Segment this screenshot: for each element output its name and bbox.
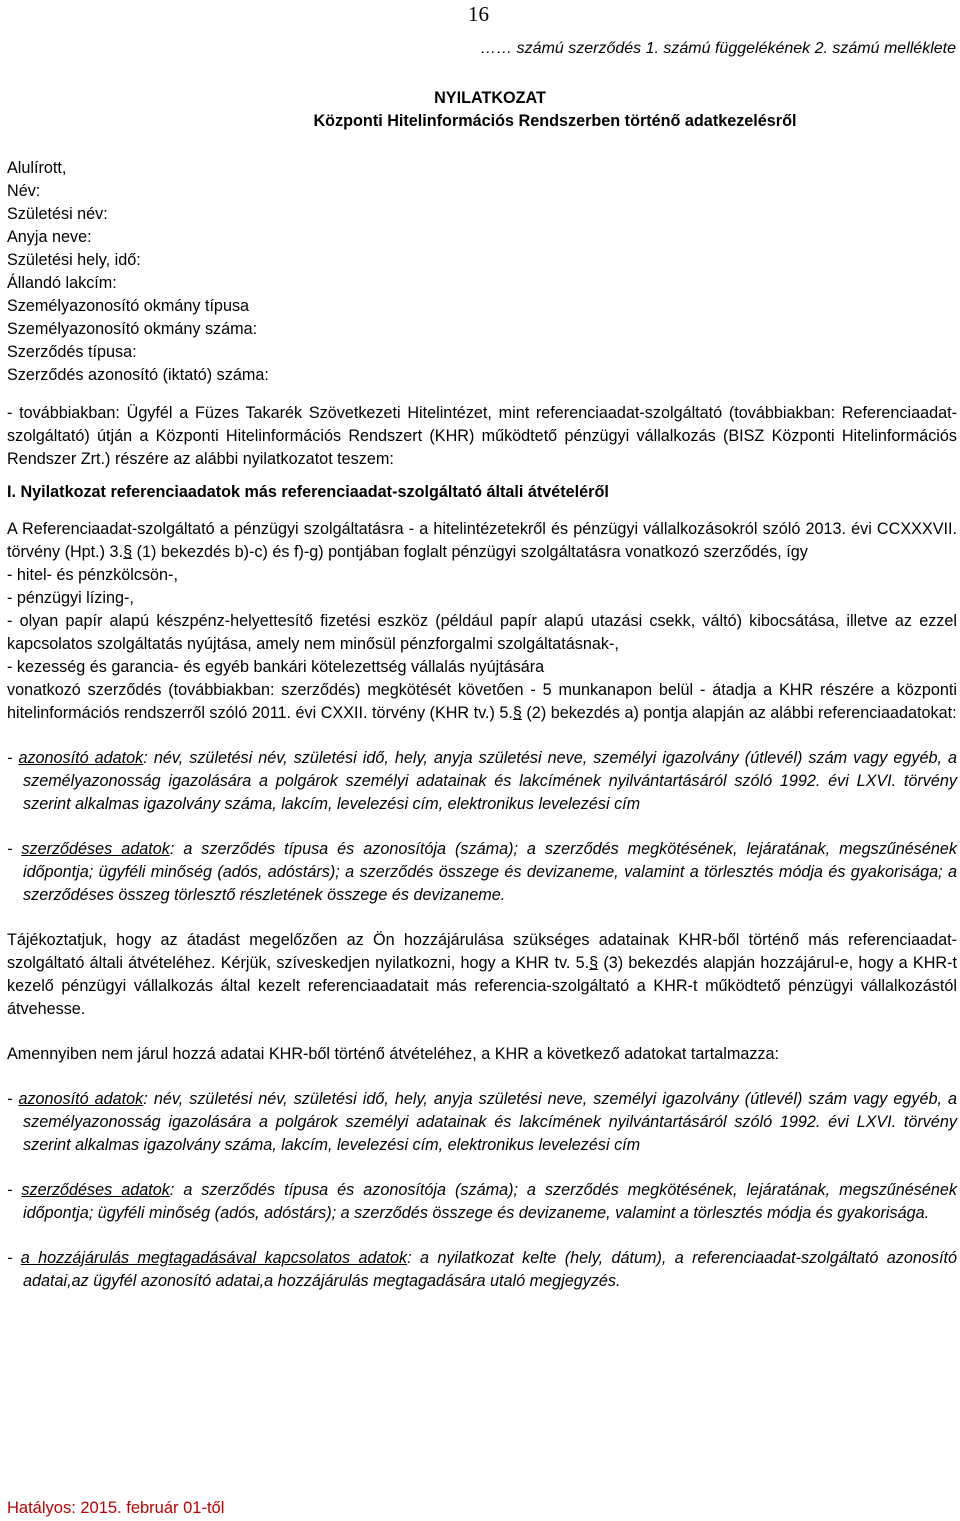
document-title bbox=[0, 87, 960, 133]
field-mother-name: Anyja neve: bbox=[7, 228, 92, 246]
field-name: Név: bbox=[7, 182, 41, 200]
title-line-2: Központi Hitelinformációs Rendszerben történő adatkezelésről bbox=[313, 112, 797, 130]
list-item: - hitel- és pénzkölcsön-, bbox=[7, 566, 178, 584]
refusal-paragraph: Amennyiben nem járul hozzá adatai KHR-ből történő átvételéhez, a KHR a következő adatokat tartalmazza: bbox=[7, 1045, 780, 1063]
field-undersigned: Alulírott, bbox=[7, 159, 67, 177]
annex-reference: …… számú szerződés 1. számú függelékének 2. számú melléklete bbox=[480, 40, 956, 57]
section-heading: I. Nyilatkozat referenciaadatok más referenciaadat-szolgáltató általi átvételéről bbox=[7, 483, 609, 501]
refusal-identification-item: - azonosító adatok: név, születési név, születési idő, hely, anyja születési neve, személyi igazolvány (útlevél) szám vagy egyéb, a személyazonosság igazolására a polgárok személyi adatainak és lakcímének nyilvántartásáról szóló 1992. évi LXVI. törvény szerint alkalmas igazolvány száma, lakcím, levelezési cím, elektronikus levelezési cím bbox=[7, 1090, 958, 1154]
refusal-consent-item: - a hozzájárulás megtagadásával kapcsolatos adatok: a nyilatkozat kelte (hely, dátum), a referenciaadat-szolgáltató azonosító adatai,az ügyfél azonosító adatai,a hozzájárulás megtagadására utaló megjegyzés. bbox=[7, 1249, 957, 1290]
refusal-contract-item: - szerződéses adatok: a szerződés típusa és azonosítója (száma); a szerződés megkötésének, lejáratának, megszűnésének időpontja; ügyféli minőség (adós, adóstárs); a szerződés összege és devizaneme, valamint a törlesztés módja és gyakorisága. bbox=[7, 1181, 957, 1222]
field-id-type: Személyazonosító okmány típusa bbox=[7, 297, 250, 315]
field-contract-type: Szerződés típusa: bbox=[7, 343, 137, 361]
provider-paragraph: A Referenciaadat-szolgáltató a pénzügyi szolgáltatásra - a hitelintézetekről és pénzügyi vállalkozásokról szóló 2013. évi CCXXXVII. törvény (Hpt.) 3.§ (1) bekezdés b)-c) és f)-g) pontjában foglalt pénzügyi szolgáltatásra vonatkozó szerződés, így bbox=[7, 520, 957, 561]
effective-date: Hatályos: 2015. február 01-től bbox=[7, 1499, 225, 1517]
list-item: - kezesség és garancia- és egyéb bankári kötelezettség vállalás nyújtására bbox=[7, 658, 545, 676]
page-number: 16 bbox=[468, 2, 489, 26]
list-item: - olyan papír alapú készpénz-helyettesítő fizetési eszköz (például papír alapú utazási csekk, váltó) kibocsátása, illetve az ezzel kapcsolatos szolgáltatás nyújtása, amely nem minősül pénzforgalmi szolgáltatásnak-, bbox=[7, 612, 957, 653]
identification-data-item: - azonosító adatok: név, születési név, születési idő, hely, anyja születési neve, személyi igazolvány (útlevél) szám vagy egyéb, a személyazonosság igazolására a polgárok személyi adatainak és lakcímének nyilvántartásáról szóló 1992. évi LXVI. törvény szerint alkalmas igazolvány száma, lakcím, levelezési cím, elektronikus levelezési cím bbox=[7, 749, 958, 813]
field-contract-id: Szerződés azonosító (iktató) száma: bbox=[7, 366, 269, 384]
intro-paragraph: - továbbiakban: Ügyfél a Füzes Takarék Szövetkezeti Hitelintézet, mint referenciaadat-szolgáltató (továbbiakban: Referenciaadat-szolgáltató) útján a Központi Hitelinformációs Rendszert (KHR) működtető pénzügyi vállalkozás (BISZ Központi Hitelinformációs Rendszer Zrt.) részére az alábbi nyilatkozatot teszem: bbox=[7, 404, 957, 468]
title-line-1: NYILATKOZAT bbox=[434, 89, 546, 107]
field-address: Állandó lakcím: bbox=[7, 274, 117, 292]
field-birth-place-date: Születési hely, idő: bbox=[7, 251, 141, 269]
field-birth-name: Születési név: bbox=[7, 205, 108, 223]
list-item: - pénzügyi lízing-, bbox=[7, 589, 134, 607]
personal-fields bbox=[7, 157, 269, 387]
information-paragraph: Tájékoztatjuk, hogy az átadást megelőzően az Ön hozzájárulása szükséges adatainak KHR-ből történő más referenciaadat-szolgáltató általi átvételéhez. Kérjük, szíveskedjen nyilatkozni, hogy a KHR tv. 5.§ (3) bekezdés alapján hozzájárul-e, hogy a KHR-t kezelő pénzügyi vállalkozás által kezelt referenciaadatait más referencia-szolgáltató a KHR-t működtető pénzügyi vállalkozástól átvehesse. bbox=[7, 931, 957, 1018]
document-body bbox=[7, 402, 957, 1293]
field-id-number: Személyazonosító okmány száma: bbox=[7, 320, 258, 338]
contract-data-item: - szerződéses adatok: a szerződés típusa és azonosítója (száma); a szerződés megkötésének, lejáratának, megszűnésének időpontja; ügyféli minőség (adós, adóstárs); a szerződés összege és devizaneme, valamint a törlesztés módja és gyakorisága; a szerződéses összeg törlesztő részletének összege és devizaneme. bbox=[7, 840, 957, 904]
transfer-paragraph: vonatkozó szerződés (továbbiakban: szerződés) megkötését követően - 5 munkanapon belül - átadja a KHR részére a központi hitelinformációs rendszerről szóló 2011. évi CXXII. törvény (KHR tv.) 5.§ (2) bekezdés a) pontja alapján az alábbi referenciaadatokat: bbox=[7, 681, 957, 722]
